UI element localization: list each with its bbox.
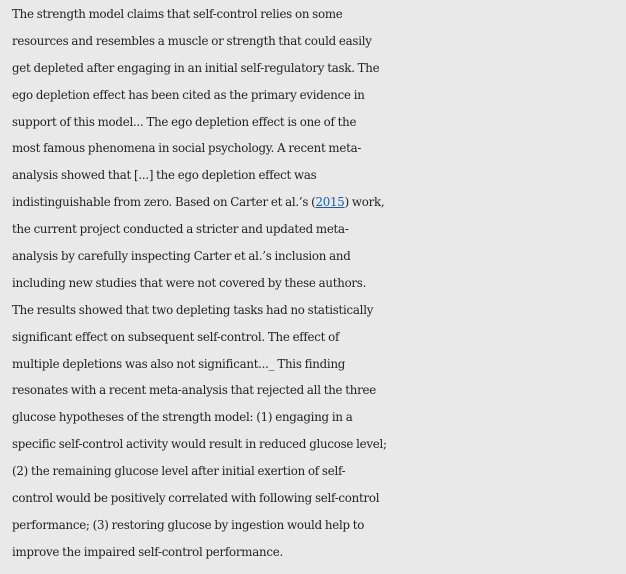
quote-line-18: (2) the remaining glucose level after initial exertion of self- — [12, 464, 346, 479]
quote-line-12: The results showed that two depleting tasks had no statistically — [12, 302, 374, 317]
quote-line-5: support of this model... The ego depletion effect is one of the — [12, 114, 357, 129]
quote-line-8 — [12, 189, 626, 216]
quote-line-8-before: indistinguishable from zero. Based on Carter et al.’s ( — [12, 195, 316, 210]
quote-line-1: The strength model claims that self-control relies on some — [12, 7, 343, 21]
quote-line-21: improve the impaired self-control performance. — [12, 544, 283, 559]
quote-line-13: significant effect on subsequent self-control. The effect of — [12, 329, 340, 344]
quote-line-19: control would be positively correlated with following self-control — [12, 491, 380, 506]
quote-line-17: specific self-control activity would result in reduced glucose level; — [12, 437, 387, 452]
quote-line-9: the current project conducted a stricter and updated meta- — [12, 222, 349, 237]
quote-line-10: analysis by carefully inspecting Carter et al.’s inclusion and — [12, 249, 351, 264]
quote-line-14: multiple depletions was also not significant..._ This finding — [12, 356, 346, 371]
quote-text — [12, 1, 626, 566]
quote-line-7: analysis showed that [...] the ego depletion effect was — [12, 168, 317, 183]
quote-line-4: ego depletion effect has been cited as the primary evidence in — [12, 87, 365, 102]
citation-link-2015[interactable]: 2015 — [315, 195, 345, 210]
quote-line-6: most famous phenomena in social psychology. A recent meta- — [12, 141, 362, 156]
quote-line-8-after: ) work, — [344, 195, 385, 210]
quote-line-20: performance; (3) restoring glucose by ingestion would help to — [12, 517, 365, 532]
quote-line-16: glucose hypotheses of the strength model: (1) engaging in a — [12, 410, 353, 425]
quote-line-11: including new studies that were not covered by these authors. — [12, 275, 367, 290]
quote-line-3: get depleted after engaging in an initial self-regulatory task. The — [12, 60, 380, 75]
quote-line-2: resources and resembles a muscle or strength that could easily — [12, 33, 372, 48]
quote-line-15: resonates with a recent meta-analysis that rejected all the three — [12, 383, 376, 398]
